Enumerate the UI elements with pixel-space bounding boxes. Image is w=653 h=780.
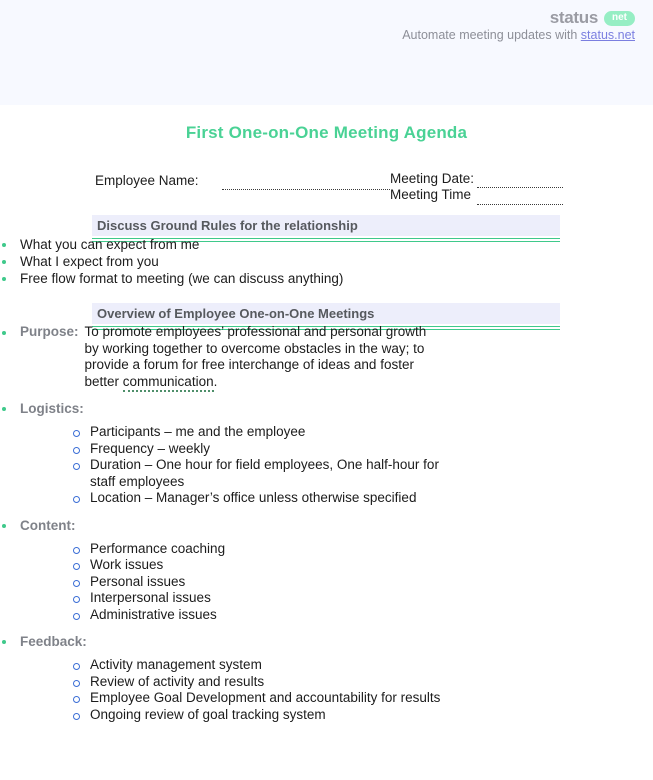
- list-item: Activity management system: [72, 657, 460, 674]
- list-item: Free flow format to meeting (we can discuss anything): [0, 270, 653, 287]
- list-item: Frequency – weekly: [72, 441, 460, 458]
- topic-feedback: [0, 633, 460, 723]
- list-item: Duration – One hour for field employees, One half-hour for staff employees: [72, 457, 460, 490]
- overview-topic-list: [0, 324, 460, 723]
- topic-label: Feedback:: [20, 634, 87, 649]
- topic-logistics: [0, 400, 460, 507]
- section-heading-text: Overview of Employee One-on-One Meetings: [97, 306, 375, 321]
- section-heading-overview: [92, 303, 560, 324]
- list-item: Interpersonal issues: [72, 590, 460, 607]
- spacer: [0, 507, 460, 517]
- branding-band: [0, 0, 653, 105]
- list-item: Work issues: [72, 557, 460, 574]
- tagline-text: Automate meeting updates with: [402, 28, 581, 42]
- feedback-sublist: [20, 657, 460, 723]
- list-item: What I expect from you: [0, 253, 653, 270]
- status-net-link[interactable]: status.net: [580, 28, 635, 42]
- document-body: [0, 105, 653, 723]
- list-item: Review of activity and results: [72, 674, 460, 691]
- ground-rules-list: [0, 236, 653, 287]
- topic-label: Logistics:: [20, 401, 84, 416]
- spacer: [0, 623, 460, 633]
- meeting-fields: [0, 169, 653, 215]
- status-net-logo: [550, 8, 635, 28]
- employee-name-label: Employee Name:: [95, 173, 199, 188]
- topic-purpose: [0, 324, 460, 390]
- logo-wordmark: status: [549, 8, 598, 27]
- list-item: Performance coaching: [72, 541, 460, 558]
- list-item: Participants – me and the employee: [72, 424, 460, 441]
- logo-net-pill: net: [604, 11, 635, 26]
- meeting-date-label: Meeting Date:: [390, 171, 475, 186]
- logistics-sublist: [20, 424, 460, 507]
- spellcheck-flagged-word: communication: [123, 374, 214, 392]
- list-item: Administrative issues: [72, 607, 460, 624]
- branding-tagline: [402, 28, 635, 42]
- purpose-text: [85, 324, 437, 390]
- list-item: Ongoing review of goal tracking system: [72, 707, 460, 724]
- meeting-time-input[interactable]: [477, 204, 563, 205]
- section-heading-text: Discuss Ground Rules for the relationship: [97, 218, 358, 233]
- topic-label: Purpose:: [20, 324, 79, 339]
- spacer: [0, 287, 653, 303]
- list-item: Employee Goal Development and accountability for results: [72, 690, 460, 707]
- content-sublist: [20, 541, 460, 624]
- list-item: What you can expect from me: [0, 236, 653, 253]
- topic-label: Content:: [20, 517, 76, 533]
- employee-name-input[interactable]: [222, 189, 390, 190]
- purpose-text-part2: .: [213, 373, 218, 389]
- meeting-time-label: Meeting Time: [390, 187, 472, 202]
- topic-content: [0, 517, 460, 624]
- meeting-date-input[interactable]: [477, 187, 563, 188]
- section-heading-ground-rules: [92, 215, 560, 236]
- list-item: Personal issues: [72, 574, 460, 591]
- purpose-text-part1: To promote employees’ professional and personal growth by working together to overcome obstacles in the way; to provide a forum for free interchange of ideas and foster better: [84, 324, 427, 389]
- page-title: First One-on-One Meeting Agenda: [185, 123, 468, 142]
- spacer: [0, 390, 460, 400]
- list-item: Location – Manager’s office unless otherwise specified: [72, 490, 460, 507]
- purpose-row: [20, 324, 460, 390]
